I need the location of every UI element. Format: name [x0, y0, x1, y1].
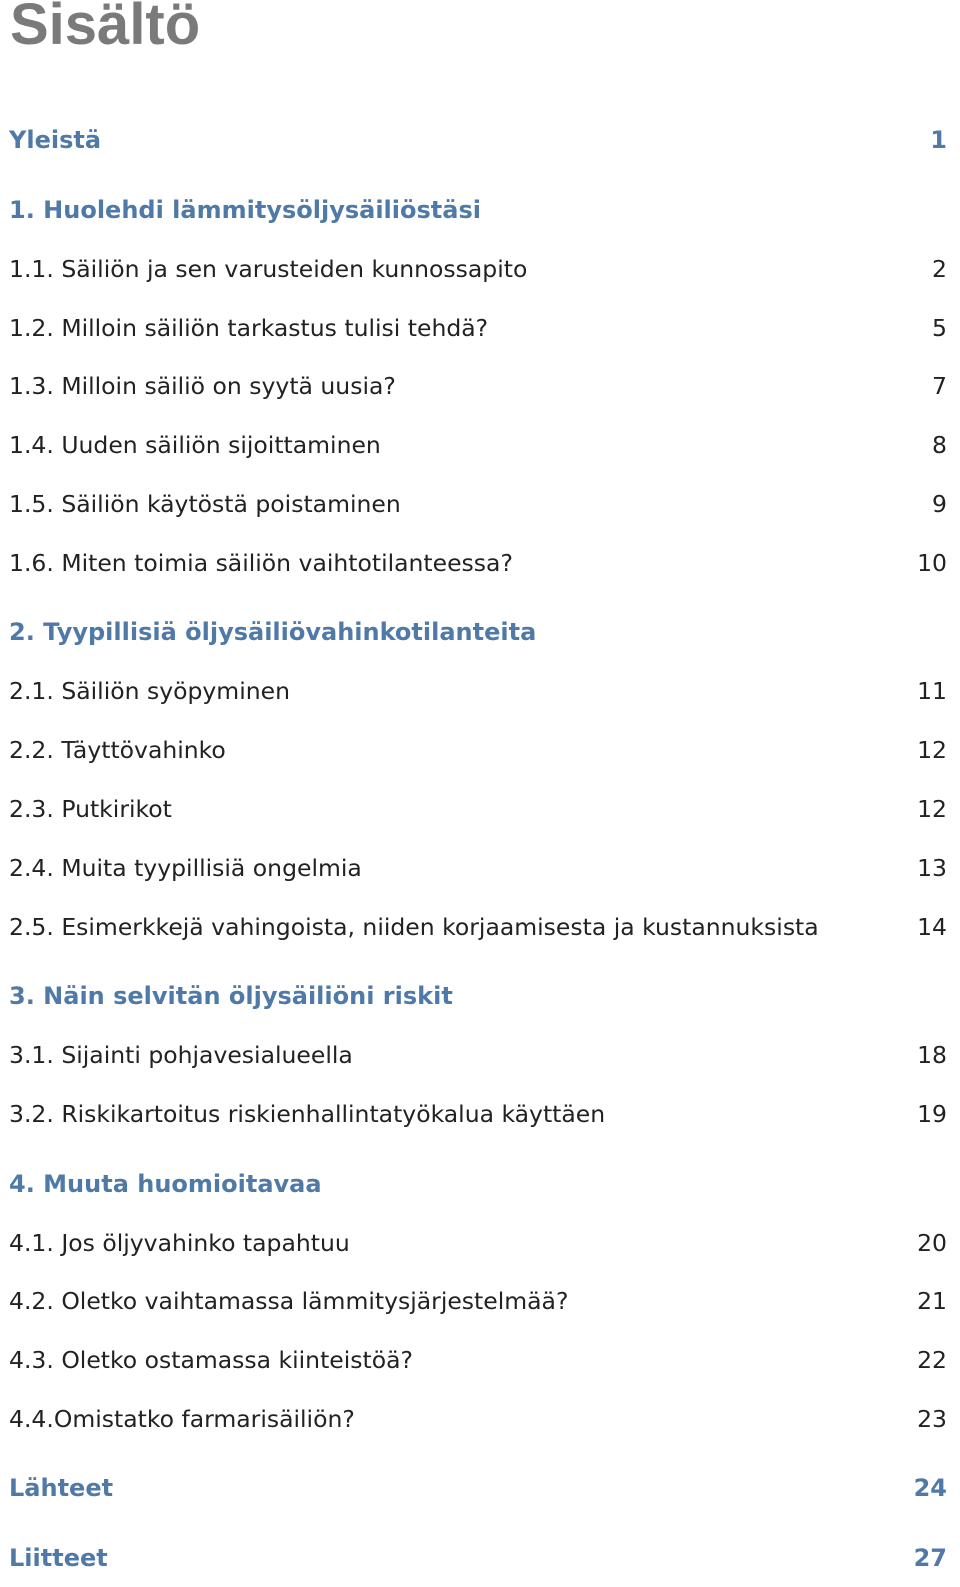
- toc-entry-2-2[interactable]: [9, 732, 947, 768]
- toc-entry-page-number: 24: [913, 1474, 947, 1502]
- toc-entry-label: Yleistä: [9, 126, 102, 154]
- toc-entry-page-number: 19: [917, 1100, 947, 1128]
- toc-entry-label: 1.3. Milloin säiliö on syytä uusia?: [9, 372, 396, 400]
- toc-entry-label: 4.4.Omistatko farmarisäiliön?: [9, 1405, 355, 1433]
- toc-entry-page-number: 2: [932, 255, 947, 283]
- toc-entry-page-number: 14: [917, 913, 947, 941]
- toc-entry-label: 1. Huolehdi lämmitysöljysäiliöstäsi: [9, 196, 481, 224]
- toc-entry-section-1[interactable]: [9, 192, 947, 228]
- toc-entry-lahteet[interactable]: [9, 1470, 947, 1506]
- toc-entry-1-3[interactable]: [9, 368, 947, 404]
- toc-entry-label: 4. Muuta huomioitavaa: [9, 1170, 322, 1198]
- toc-entry-page-number: 10: [917, 549, 947, 577]
- toc-entry-label: 2.3. Putkirikot: [9, 795, 172, 823]
- toc-entry-1-4[interactable]: [9, 427, 947, 463]
- toc-entry-2-4[interactable]: [9, 850, 947, 886]
- toc-entry-4-3[interactable]: [9, 1342, 947, 1378]
- toc-entry-page-number: 12: [917, 795, 947, 823]
- toc-entry-label: 1.6. Miten toimia säiliön vaihtotilanteessa?: [9, 549, 513, 577]
- toc-entry-2-1[interactable]: [9, 673, 947, 709]
- toc-entry-label: 4.3. Oletko ostamassa kiinteistöä?: [9, 1346, 413, 1374]
- toc-entry-page-number: 13: [917, 854, 947, 882]
- toc-entry-3-1[interactable]: [9, 1037, 947, 1073]
- page-title: Sisältö: [10, 0, 201, 57]
- toc-entry-label: 1.5. Säiliön käytöstä poistaminen: [9, 490, 401, 518]
- toc-entry-section-3[interactable]: [9, 978, 947, 1014]
- toc-entry-2-3[interactable]: [9, 791, 947, 827]
- toc-entry-section-2[interactable]: [9, 614, 947, 650]
- toc-entry-1-6[interactable]: [9, 545, 947, 581]
- toc-entry-label: 4.2. Oletko vaihtamassa lämmitysjärjestelmää?: [9, 1287, 569, 1315]
- toc-entry-label: 4.1. Jos öljyvahinko tapahtuu: [9, 1229, 350, 1257]
- toc-entry-1-1[interactable]: [9, 251, 947, 287]
- toc-entry-1-5[interactable]: [9, 486, 947, 522]
- toc-entry-liitteet[interactable]: [9, 1540, 947, 1576]
- toc-entry-1-2[interactable]: [9, 310, 947, 346]
- toc-entry-yleista[interactable]: [9, 122, 947, 158]
- toc-entry-4-4[interactable]: [9, 1401, 947, 1437]
- toc-entry-label: 3. Näin selvitän öljysäiliöni riskit: [9, 982, 453, 1010]
- toc-entry-4-2[interactable]: [9, 1283, 947, 1319]
- toc-entry-page-number: 7: [932, 372, 947, 400]
- toc-entry-page-number: 22: [917, 1346, 947, 1374]
- toc-entry-label: 1.2. Milloin säiliön tarkastus tulisi tehdä?: [9, 314, 489, 342]
- toc-entry-label: Liitteet: [9, 1544, 108, 1572]
- toc-entry-page-number: 21: [917, 1287, 947, 1315]
- toc-entry-page-number: 9: [932, 490, 947, 518]
- toc-entry-label: 2.4. Muita tyypillisiä ongelmia: [9, 854, 362, 882]
- toc-entry-label: 3.2. Riskikartoitus riskienhallintatyökalua käyttäen: [9, 1100, 606, 1128]
- toc-entry-page-number: 20: [917, 1229, 947, 1257]
- toc-entry-label: 1.4. Uuden säiliön sijoittaminen: [9, 431, 381, 459]
- toc-entry-4-1[interactable]: [9, 1225, 947, 1261]
- toc-entry-3-2[interactable]: [9, 1096, 947, 1132]
- toc-entry-label: Lähteet: [9, 1474, 114, 1502]
- toc-entry-label: 2.5. Esimerkkejä vahingoista, niiden korjaamisesta ja kustannuksista: [9, 913, 819, 941]
- toc-entry-label: 2.2. Täyttövahinko: [9, 736, 226, 764]
- toc-entry-2-5[interactable]: [9, 909, 947, 945]
- toc-entry-page-number: 12: [917, 736, 947, 764]
- toc-entry-page-number: 27: [913, 1544, 947, 1572]
- toc-entry-page-number: 1: [930, 126, 947, 154]
- toc-entry-label: 1.1. Säiliön ja sen varusteiden kunnossapito: [9, 255, 528, 283]
- toc-entry-label: 2. Tyypillisiä öljysäiliövahinkotilanteita: [9, 618, 537, 646]
- toc-entry-page-number: 5: [932, 314, 947, 342]
- toc-entry-page-number: 8: [932, 431, 947, 459]
- toc-entry-label: 2.1. Säiliön syöpyminen: [9, 677, 290, 705]
- toc-entry-section-4[interactable]: [9, 1166, 947, 1202]
- toc-entry-label: 3.1. Sijainti pohjavesialueella: [9, 1041, 353, 1069]
- toc-entry-page-number: 23: [917, 1405, 947, 1433]
- toc-entry-page-number: 11: [917, 677, 947, 705]
- toc-entry-page-number: 18: [917, 1041, 947, 1069]
